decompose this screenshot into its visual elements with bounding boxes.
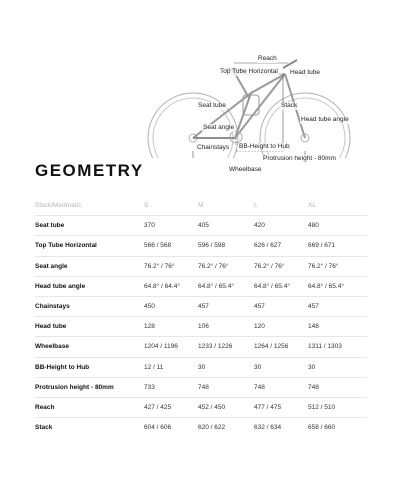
cell-value: 420 xyxy=(254,216,308,236)
table-row xyxy=(35,337,367,357)
cell-value: 620 / 622 xyxy=(198,418,254,438)
label-chainstays: Chainstays xyxy=(197,144,230,151)
cell-value: 748 xyxy=(254,377,308,397)
label-reach: Reach xyxy=(258,55,277,62)
cell-value: 658 / 660 xyxy=(308,418,367,438)
table-header-row xyxy=(35,196,367,216)
cell-value: 30 xyxy=(254,357,308,377)
row-label: Seat tube xyxy=(35,216,144,236)
cell-value: 669 / 671 xyxy=(308,236,367,256)
cell-value: 64.8° / 65.4° xyxy=(254,276,308,296)
row-label: Head tube angle xyxy=(35,276,144,296)
label-head-tube-angle: Head tube angle xyxy=(301,116,349,123)
row-label: Top Tube Horizontal xyxy=(35,236,144,256)
table-row xyxy=(35,377,367,397)
cell-value: 405 xyxy=(198,216,254,236)
bike-drawing xyxy=(0,0,400,158)
table-row xyxy=(35,256,367,276)
row-label: Seat angle xyxy=(35,256,144,276)
cell-value: 748 xyxy=(198,377,254,397)
size-s-header: S xyxy=(144,202,149,210)
row-label: Protrusion height - 80mm xyxy=(35,377,144,397)
table-row xyxy=(35,418,367,438)
cell-value: 480 xyxy=(308,216,367,236)
cell-value: 1204 / 1196 xyxy=(144,337,198,357)
label-seat-tube: Seat tube xyxy=(198,102,226,109)
label-seat-angle: Seat angle xyxy=(203,124,235,131)
cell-value: 450 xyxy=(144,296,198,316)
row-label: Reach xyxy=(35,397,144,417)
cell-value: 457 xyxy=(308,296,367,316)
cell-value: 76.2° / 76° xyxy=(198,256,254,276)
table-row xyxy=(35,296,367,316)
cell-value: 120 xyxy=(254,317,308,337)
cell-value: 76.2° / 76° xyxy=(144,256,198,276)
cell-value: 512 / 510 xyxy=(308,397,367,417)
table-row xyxy=(35,236,367,256)
row-label: BB-Height to Hub xyxy=(35,357,144,377)
cell-value: 12 / 11 xyxy=(144,357,198,377)
cell-value: 64.8° / 65.4° xyxy=(198,276,254,296)
cell-value: 604 / 606 xyxy=(144,418,198,438)
label-bb-height-to-hub: BB-Height to Hub xyxy=(239,143,290,150)
cell-value: 632 / 634 xyxy=(254,418,308,438)
row-label: Head tube xyxy=(35,317,144,337)
page-title: GEOMETRY xyxy=(35,161,144,180)
label-protrusion-height: Protrusion height - 80mm xyxy=(263,155,336,162)
cell-value: 76.2° / 76° xyxy=(254,256,308,276)
cell-value: 64.8° / 64.4° xyxy=(144,276,198,296)
size-header: Stack/Medmatic xyxy=(35,202,82,210)
cell-value: 1233 / 1226 xyxy=(198,337,254,357)
size-xl-header: XL xyxy=(308,202,316,210)
cell-value: 370 xyxy=(144,216,198,236)
cell-value: 626 / 627 xyxy=(254,236,308,256)
cell-value: 566 / 568 xyxy=(144,236,198,256)
cell-value: 452 / 450 xyxy=(198,397,254,417)
table-row xyxy=(35,317,367,337)
size-l-header: L xyxy=(254,202,258,210)
cell-value: 748 xyxy=(308,377,367,397)
geometry-table xyxy=(35,196,367,437)
label-head-tube: Head tube xyxy=(290,69,320,76)
cell-value: 596 / 598 xyxy=(198,236,254,256)
table-row xyxy=(35,276,367,296)
cell-value: 30 xyxy=(308,357,367,377)
cell-value: 477 / 475 xyxy=(254,397,308,417)
row-label: Wheelbase xyxy=(35,337,144,357)
cell-value: 30 xyxy=(198,357,254,377)
label-stack: Stack xyxy=(281,102,298,109)
table-row xyxy=(35,397,367,417)
table-row xyxy=(35,216,367,236)
row-label: Chainstays xyxy=(35,296,144,316)
label-top-tube-horizontal: Top Tube Horizontal xyxy=(220,68,278,75)
label-wheelbase: Wheelbase xyxy=(229,166,262,173)
table-row xyxy=(35,357,367,377)
cell-value: 64.8° / 65.4° xyxy=(308,276,367,296)
cell-value: 1311 / 1303 xyxy=(308,337,367,357)
cell-value: 733 xyxy=(144,377,198,397)
cell-value: 1264 / 1256 xyxy=(254,337,308,357)
cell-value: 427 / 425 xyxy=(144,397,198,417)
cell-value: 148 xyxy=(308,317,367,337)
size-m-header: M xyxy=(198,202,204,210)
cell-value: 457 xyxy=(254,296,308,316)
cell-value: 128 xyxy=(144,317,198,337)
cell-value: 76.2° / 76° xyxy=(308,256,367,276)
cell-value: 106 xyxy=(198,317,254,337)
cell-value: 457 xyxy=(198,296,254,316)
row-label: Stack xyxy=(35,418,144,438)
